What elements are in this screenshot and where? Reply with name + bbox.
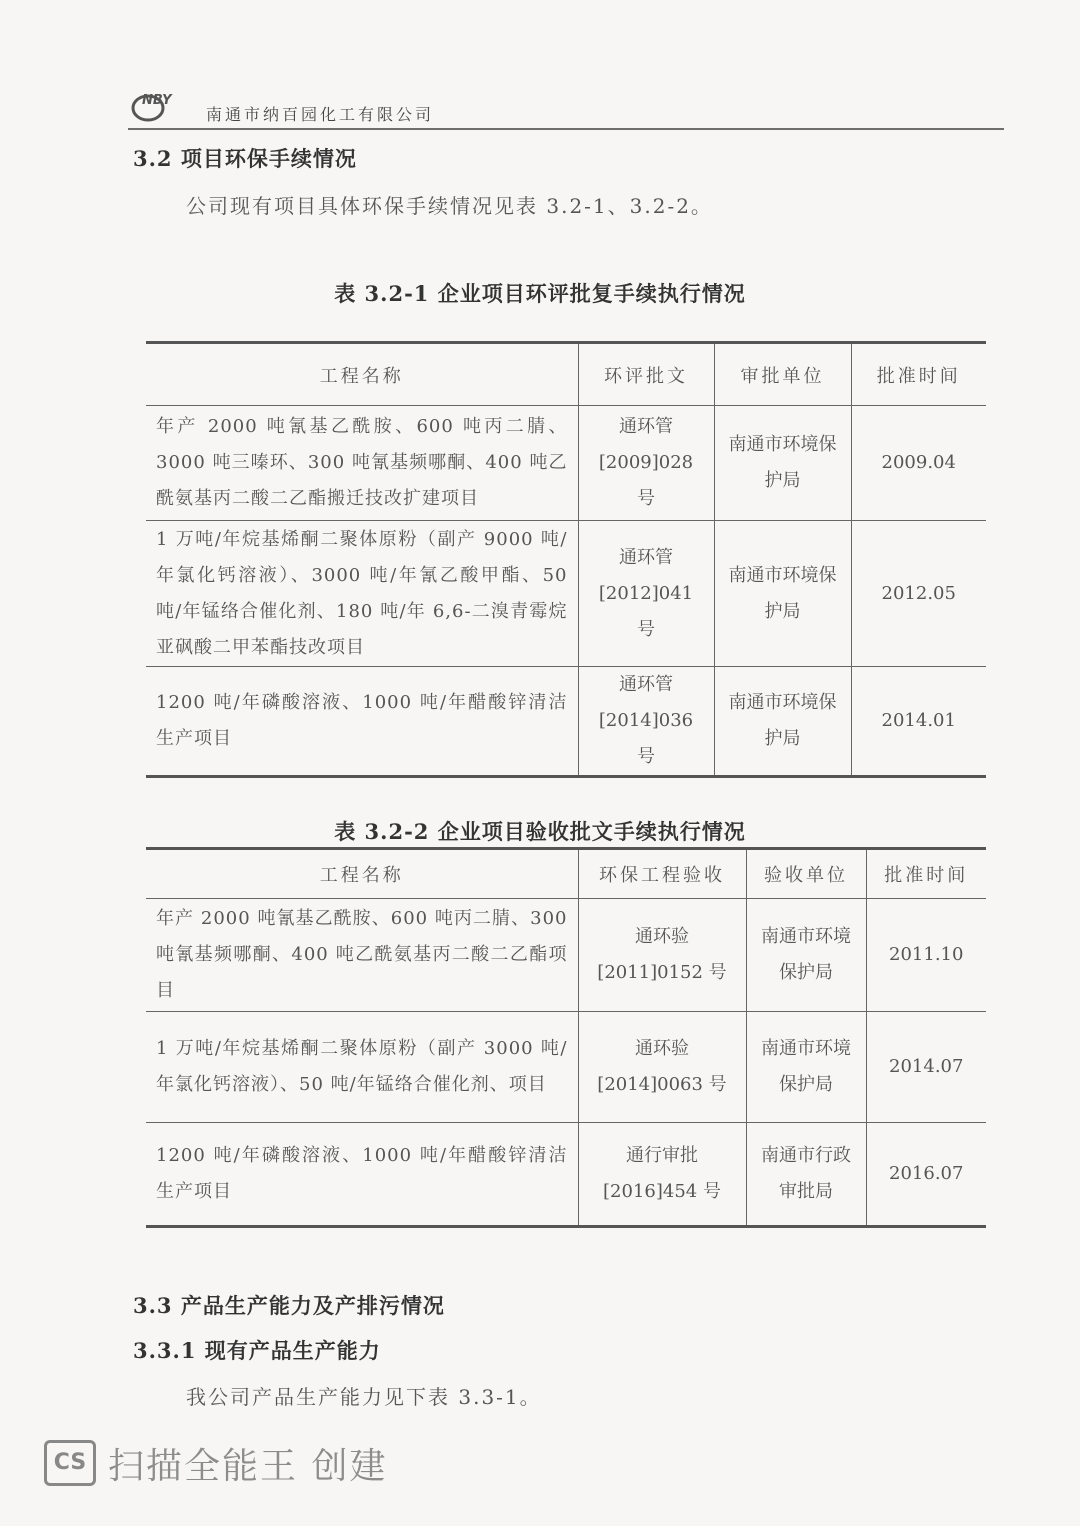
- approval-unit-cell: 南通市环境保护局: [714, 406, 851, 521]
- acceptance-unit-cell: 南通市行政审批局: [746, 1123, 866, 1227]
- col-header-acceptance-doc: 环保工程验收: [578, 849, 746, 899]
- approval-doc-cell: 通环管 [2014]036 号: [578, 667, 714, 777]
- acceptance-doc-cell: 通环验 [2011]0152 号: [578, 899, 746, 1012]
- camscanner-icon: CS: [44, 1440, 96, 1486]
- project-name-cell: 年产 2000 吨氰基乙酰胺、600 吨丙二腈、3000 吨三嗪环、300 吨氰基频哪酮、400 吨乙酰氨基丙二酸二乙酯搬迁技改扩建项目: [146, 406, 578, 521]
- approval-date-cell: 2014.01: [851, 667, 986, 777]
- table-row: [146, 1012, 986, 1123]
- col-header-approval-doc: 环评批文: [578, 343, 714, 406]
- acceptance-table: [146, 847, 986, 1228]
- table-row: [146, 899, 986, 1012]
- page-header: [128, 88, 1004, 130]
- project-name-cell: 年产 2000 吨氰基乙酰胺、600 吨丙二腈、300 吨氰基频哪酮、400 吨乙酰氨基丙二酸二乙酯项目: [146, 899, 578, 1012]
- company-logo: [128, 88, 200, 124]
- section-3-2-title: 3.2 项目环保手续情况: [133, 146, 357, 171]
- approval-doc-cell: 通环管 [2009]028 号: [578, 406, 714, 521]
- col-header-project-name: 工程名称: [146, 343, 578, 406]
- project-name-cell: 1 万吨/年烷基烯酮二聚体原粉（副产 3000 吨/年氯化钙溶液）、50 吨/年锰络合催化剂、项目: [146, 1012, 578, 1123]
- acceptance-doc-cell: 通行审批 [2016]454 号: [578, 1123, 746, 1227]
- acceptance-doc-cell: 通环验 [2014]0063 号: [578, 1012, 746, 1123]
- approval-date-cell: 2012.05: [851, 521, 986, 667]
- approval-date-cell: 2009.04: [851, 406, 986, 521]
- col-header-approval-date: 批准时间: [866, 849, 986, 899]
- section-3-3-intro: 我公司产品生产能力见下表 3.3-1。: [186, 1385, 542, 1409]
- section-3-3-1-title: 3.3.1 现有产品生产能力: [133, 1338, 381, 1363]
- col-header-project-name: 工程名称: [146, 849, 578, 899]
- col-header-approval-date: 批准时间: [851, 343, 986, 406]
- col-header-acceptance-unit: 验收单位: [746, 849, 866, 899]
- approval-unit-cell: 南通市环境保护局: [714, 521, 851, 667]
- svg-text:NBY: NBY: [142, 93, 172, 108]
- table-row: [146, 1123, 986, 1227]
- col-header-approval-unit: 审批单位: [714, 343, 851, 406]
- project-name-cell: 1200 吨/年磷酸溶液、1000 吨/年醋酸锌清洁生产项目: [146, 667, 578, 777]
- project-name-cell: 1200 吨/年磷酸溶液、1000 吨/年醋酸锌清洁生产项目: [146, 1123, 578, 1227]
- section-3-3-title: 3.3 产品生产能力及产排污情况: [133, 1293, 445, 1318]
- approval-date-cell: 2016.07: [866, 1123, 986, 1227]
- approval-date-cell: 2011.10: [866, 899, 986, 1012]
- approval-table: [146, 341, 986, 778]
- section-3-2-intro: 公司现有项目具体环保手续情况见表 3.2-1、3.2-2。: [186, 194, 713, 218]
- table-row: [146, 521, 986, 667]
- approval-doc-cell: 通环管 [2012]041 号: [578, 521, 714, 667]
- table-row: [146, 406, 986, 521]
- approval-unit-cell: 南通市环境保护局: [714, 667, 851, 777]
- company-name: 南通市纳百园化工有限公司: [206, 105, 435, 124]
- table2-caption: 表 3.2-2 企业项目验收批文手续执行情况: [334, 819, 746, 844]
- acceptance-unit-cell: 南通市环境保护局: [746, 1012, 866, 1123]
- table-header-row: [146, 849, 986, 899]
- watermark-text: 扫描全能王 创建: [108, 1446, 388, 1487]
- table1-caption: 表 3.2-1 企业项目环评批复手续执行情况: [334, 281, 746, 306]
- acceptance-unit-cell: 南通市环境保护局: [746, 899, 866, 1012]
- project-name-cell: 1 万吨/年烷基烯酮二聚体原粉（副产 9000 吨/年氯化钙溶液）、3000 吨/年氰乙酸甲酯、50 吨/年锰络合催化剂、180 吨/年 6,6-二溴青霉烷亚砜酸二甲苯酯技改项目: [146, 521, 578, 667]
- approval-date-cell: 2014.07: [866, 1012, 986, 1123]
- table-header-row: [146, 343, 986, 406]
- table-row: [146, 667, 986, 777]
